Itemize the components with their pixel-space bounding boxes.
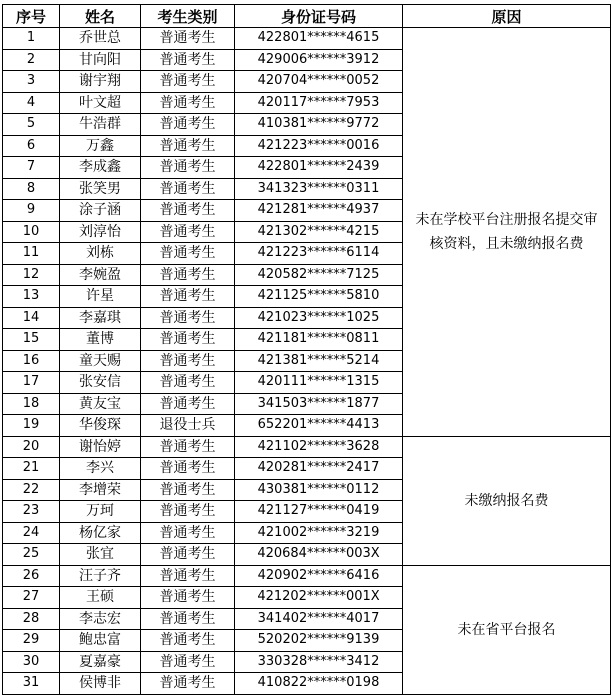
student-type: 普通考生 bbox=[141, 522, 235, 544]
row-number: 16 bbox=[3, 350, 60, 372]
id-number: 421223******6114 bbox=[235, 243, 403, 265]
student-type: 普通考生 bbox=[141, 200, 235, 222]
student-type: 普通考生 bbox=[141, 458, 235, 480]
id-number: 429006******3912 bbox=[235, 49, 403, 71]
row-number: 10 bbox=[3, 221, 60, 243]
student-name: 甘向阳 bbox=[60, 49, 141, 71]
student-type: 普通考生 bbox=[141, 630, 235, 652]
id-number: 421181******0811 bbox=[235, 329, 403, 351]
id-number: 420117******7953 bbox=[235, 92, 403, 114]
student-type: 普通考生 bbox=[141, 436, 235, 458]
row-number: 9 bbox=[3, 200, 60, 222]
student-name: 王硕 bbox=[60, 587, 141, 609]
row-number: 12 bbox=[3, 264, 60, 286]
row-number: 22 bbox=[3, 479, 60, 501]
id-number: 422801******4615 bbox=[235, 28, 403, 50]
student-type: 普通考生 bbox=[141, 286, 235, 308]
student-name: 涂子涵 bbox=[60, 200, 141, 222]
student-name: 李志宏 bbox=[60, 608, 141, 630]
student-type: 退役士兵 bbox=[141, 415, 235, 437]
student-type: 普通考生 bbox=[141, 479, 235, 501]
table-header bbox=[3, 5, 611, 28]
id-number: 420684******003X bbox=[235, 544, 403, 566]
student-type: 普通考生 bbox=[141, 49, 235, 71]
student-name: 华俊琛 bbox=[60, 415, 141, 437]
id-number: 421023******1025 bbox=[235, 307, 403, 329]
row-number: 11 bbox=[3, 243, 60, 265]
student-type: 普通考生 bbox=[141, 221, 235, 243]
student-type: 普通考生 bbox=[141, 92, 235, 114]
table-row bbox=[3, 436, 611, 458]
row-number: 23 bbox=[3, 501, 60, 523]
student-name: 乔世总 bbox=[60, 28, 141, 50]
row-number: 19 bbox=[3, 415, 60, 437]
student-type: 普通考生 bbox=[141, 393, 235, 415]
id-number: 421302******4215 bbox=[235, 221, 403, 243]
id-number: 430381******0112 bbox=[235, 479, 403, 501]
row-number: 1 bbox=[3, 28, 60, 50]
student-name: 董博 bbox=[60, 329, 141, 351]
row-number: 21 bbox=[3, 458, 60, 480]
id-number: 421281******4937 bbox=[235, 200, 403, 222]
id-number: 421002******3219 bbox=[235, 522, 403, 544]
id-number: 341323******0311 bbox=[235, 178, 403, 200]
student-name: 汪子齐 bbox=[60, 565, 141, 587]
id-number: 421102******3628 bbox=[235, 436, 403, 458]
student-name: 刘淳怡 bbox=[60, 221, 141, 243]
student-type: 普通考生 bbox=[141, 651, 235, 673]
id-number: 421127******0419 bbox=[235, 501, 403, 523]
id-number: 421125******5810 bbox=[235, 286, 403, 308]
reason-cell: 未在省平台报名 bbox=[403, 565, 611, 694]
student-name: 杨亿家 bbox=[60, 522, 141, 544]
row-number: 28 bbox=[3, 608, 60, 630]
student-name: 刘栋 bbox=[60, 243, 141, 265]
header-reason: 原因 bbox=[403, 5, 611, 28]
row-number: 7 bbox=[3, 157, 60, 179]
row-number: 5 bbox=[3, 114, 60, 136]
id-number: 341503******1877 bbox=[235, 393, 403, 415]
row-number: 14 bbox=[3, 307, 60, 329]
reason-cell: 未在学校平台注册报名提交审核资料，且未缴纳报名费 bbox=[403, 28, 611, 437]
row-number: 4 bbox=[3, 92, 60, 114]
student-name: 叶文超 bbox=[60, 92, 141, 114]
id-number: 341402******4017 bbox=[235, 608, 403, 630]
header-name: 姓名 bbox=[60, 5, 141, 28]
id-number: 520202******9139 bbox=[235, 630, 403, 652]
row-number: 13 bbox=[3, 286, 60, 308]
student-type: 普通考生 bbox=[141, 71, 235, 93]
student-name: 李兴 bbox=[60, 458, 141, 480]
student-name: 谢宇翔 bbox=[60, 71, 141, 93]
row-number: 6 bbox=[3, 135, 60, 157]
student-name: 万鑫 bbox=[60, 135, 141, 157]
student-type: 普通考生 bbox=[141, 243, 235, 265]
row-number: 29 bbox=[3, 630, 60, 652]
header-type: 考生类别 bbox=[141, 5, 235, 28]
student-name: 李婉盈 bbox=[60, 264, 141, 286]
id-number: 420111******1315 bbox=[235, 372, 403, 394]
student-name: 侯博非 bbox=[60, 673, 141, 695]
header-no: 序号 bbox=[3, 5, 60, 28]
student-name: 童天赐 bbox=[60, 350, 141, 372]
student-type: 普通考生 bbox=[141, 157, 235, 179]
student-name: 夏嘉豪 bbox=[60, 651, 141, 673]
table-body bbox=[3, 28, 611, 695]
row-number: 26 bbox=[3, 565, 60, 587]
student-type: 普通考生 bbox=[141, 673, 235, 695]
student-name: 张宜 bbox=[60, 544, 141, 566]
id-number: 421381******5214 bbox=[235, 350, 403, 372]
student-name: 谢怡婷 bbox=[60, 436, 141, 458]
header-row bbox=[3, 5, 611, 28]
student-name: 牛浩群 bbox=[60, 114, 141, 136]
student-type: 普通考生 bbox=[141, 264, 235, 286]
row-number: 24 bbox=[3, 522, 60, 544]
row-number: 17 bbox=[3, 372, 60, 394]
student-name: 黄友宝 bbox=[60, 393, 141, 415]
row-number: 20 bbox=[3, 436, 60, 458]
student-type: 普通考生 bbox=[141, 565, 235, 587]
row-number: 8 bbox=[3, 178, 60, 200]
student-type: 普通考生 bbox=[141, 372, 235, 394]
student-name: 鲍忠富 bbox=[60, 630, 141, 652]
id-number: 420582******7125 bbox=[235, 264, 403, 286]
row-number: 15 bbox=[3, 329, 60, 351]
id-number: 420704******0052 bbox=[235, 71, 403, 93]
row-number: 30 bbox=[3, 651, 60, 673]
reason-cell: 未缴纳报名费 bbox=[403, 436, 611, 565]
student-type: 普通考生 bbox=[141, 178, 235, 200]
id-number: 652201******4413 bbox=[235, 415, 403, 437]
student-name: 万珂 bbox=[60, 501, 141, 523]
row-number: 3 bbox=[3, 71, 60, 93]
id-number: 410822******0198 bbox=[235, 673, 403, 695]
row-number: 25 bbox=[3, 544, 60, 566]
table-row bbox=[3, 565, 611, 587]
student-type: 普通考生 bbox=[141, 114, 235, 136]
student-table bbox=[2, 4, 611, 695]
id-number: 422801******2439 bbox=[235, 157, 403, 179]
student-type: 普通考生 bbox=[141, 135, 235, 157]
student-name: 许星 bbox=[60, 286, 141, 308]
student-type: 普通考生 bbox=[141, 501, 235, 523]
id-number: 420281******2417 bbox=[235, 458, 403, 480]
student-name: 李成鑫 bbox=[60, 157, 141, 179]
row-number: 2 bbox=[3, 49, 60, 71]
student-type: 普通考生 bbox=[141, 544, 235, 566]
row-number: 18 bbox=[3, 393, 60, 415]
student-type: 普通考生 bbox=[141, 28, 235, 50]
student-type: 普通考生 bbox=[141, 587, 235, 609]
student-name: 张笑男 bbox=[60, 178, 141, 200]
student-type: 普通考生 bbox=[141, 350, 235, 372]
id-number: 410381******9772 bbox=[235, 114, 403, 136]
header-id: 身份证号码 bbox=[235, 5, 403, 28]
id-number: 421202******001X bbox=[235, 587, 403, 609]
row-number: 31 bbox=[3, 673, 60, 695]
id-number: 330328******3412 bbox=[235, 651, 403, 673]
table-row bbox=[3, 28, 611, 50]
student-name: 李嘉琪 bbox=[60, 307, 141, 329]
student-name: 张安信 bbox=[60, 372, 141, 394]
id-number: 421223******0016 bbox=[235, 135, 403, 157]
row-number: 27 bbox=[3, 587, 60, 609]
student-name: 李增荣 bbox=[60, 479, 141, 501]
id-number: 420902******6416 bbox=[235, 565, 403, 587]
student-type: 普通考生 bbox=[141, 329, 235, 351]
student-type: 普通考生 bbox=[141, 307, 235, 329]
student-type: 普通考生 bbox=[141, 608, 235, 630]
